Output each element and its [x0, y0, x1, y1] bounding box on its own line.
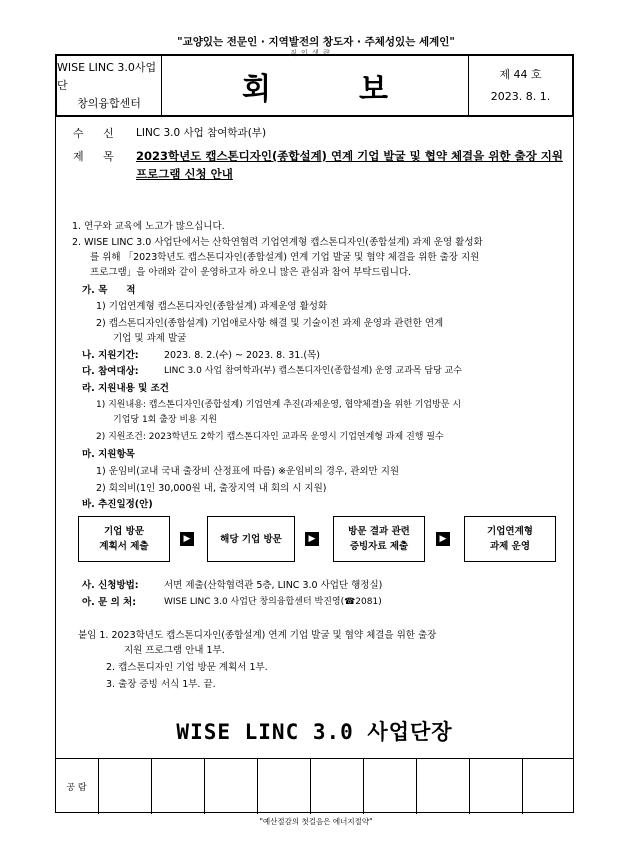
- subject-value: 2023학년도 캡스톤디자인(종합설계) 연계 기업 발굴 및 협약 체결을 위한 출장 지원 프로그램 신청 안내: [136, 149, 563, 181]
- attachment-3: 3. 출장 증빙 서식 1부. 끝.: [106, 679, 216, 690]
- approval-table: [55, 758, 574, 814]
- section-ra-item1-line2: 기업당 1회 출장 비용 지원: [113, 415, 218, 425]
- recipient-label: 수 신: [73, 127, 122, 140]
- motto: "교양있는 전문인 · 지역발전의 창도자 · 주체성있는 세계인": [177, 36, 455, 48]
- flow-step-1-line1: 기업 방문: [103, 526, 144, 537]
- section-ma-heading: 마. 지원항목: [82, 449, 135, 460]
- flow-step-2-line1: 해당 기업 방문: [220, 533, 282, 545]
- signature: WISE LINC 3.0 사업단장: [176, 720, 453, 744]
- section-da-heading: 다. 참여대상:: [82, 366, 139, 377]
- section-ga-item2-line2: 기업 및 과제 발굴: [113, 333, 187, 344]
- section-a-value: WISE LINC 3.0 사업단 창의융합센터 박진영(☎2081): [164, 597, 382, 607]
- recipient-value: LINC 3.0 사업 참여학과(부): [136, 127, 267, 139]
- section-da-value: LINC 3.0 사업 참여학과(부) 캡스톤디자인(종합설계) 운영 교과목 담당 교수: [164, 366, 462, 376]
- document-header: [55, 54, 574, 117]
- flow-step-3: [333, 516, 425, 562]
- flow-step-4-line2: 과제 운영: [489, 541, 530, 552]
- paragraph-2-line1: 2. WISE LINC 3.0 사업단에서는 산학연협력 기업연계형 캡스톤디자인(종합설계) 과제 운영 활성화: [72, 237, 483, 248]
- doc-date: 2023. 8. 1.: [490, 89, 551, 103]
- flow-arrow-icon: ▶: [436, 532, 450, 546]
- approval-label: 공 람: [55, 759, 99, 814]
- section-ma-item1: 1) 운임비(교내 국내 출장비 산정표에 따름) ※운임비의 경우, 관외만 지원: [96, 466, 400, 477]
- section-ga-heading: 가. 목 적: [82, 285, 136, 296]
- section-a-heading: 아. 문 의 처:: [82, 597, 137, 608]
- document-title: [162, 56, 468, 115]
- paragraph-2-line3: 프로그램」을 아래와 같이 운영하고자 하오니 많은 관심과 참여 부탁드립니다.: [90, 267, 412, 278]
- approval-cell: [311, 759, 364, 814]
- approval-cell: [99, 759, 152, 814]
- flow-step-4: [464, 516, 556, 562]
- approval-cell: [258, 759, 311, 814]
- footer-slogan: "예산절감의 첫걸음은 에너지절약": [259, 817, 373, 826]
- approval-cell: [152, 759, 205, 814]
- paragraph-2-line2: 를 위해 「2023학년도 캡스톤디자인(종합설계) 연계 기업 발굴 및 협약 체결을 위한 출장 지원: [90, 252, 480, 263]
- seal-omitted-note: 직 인 생 략: [290, 49, 331, 57]
- section-sa-heading: 사. 신청방법:: [82, 580, 139, 591]
- attachment-2: 2. 캡스톤디자인 기업 방문 계획서 1부.: [106, 662, 268, 673]
- section-ma-item2: 2) 회의비(1인 30,000원 내, 출장지역 내 회의 시 지원): [96, 483, 327, 494]
- flow-arrow-icon: ▶: [180, 532, 194, 546]
- title-char-2: 보: [359, 71, 388, 107]
- flow-step-1-line2: 계획서 제출: [99, 541, 149, 552]
- flow-arrow-icon: ▶: [305, 532, 319, 546]
- approval-cell: [417, 759, 470, 814]
- issuing-org: [57, 56, 162, 115]
- section-na-heading: 나. 지원기간:: [82, 350, 139, 361]
- flow-step-3-line1: 방문 결과 관련: [348, 526, 410, 537]
- section-ra-item1-line1: 1) 지원내용: 캡스톤디자인(종합설계) 기업연계 추진(과제운영, 협약체결)을 위한 기업방문 시: [96, 400, 462, 410]
- section-ra-item2: 2) 지원조건: 2023학년도 2학기 캡스톤디자인 교과목 운영시 기업연계형 과제 진행 필수: [96, 432, 444, 442]
- title-char-1: 회: [242, 71, 271, 107]
- flow-step-2: [207, 516, 295, 562]
- doc-number: 제 44 호: [499, 67, 542, 81]
- approval-cell: [470, 759, 523, 814]
- paragraph-1: 1. 연구와 교육에 노고가 많으십니다.: [72, 221, 225, 232]
- flow-step-1: [78, 516, 170, 562]
- doc-meta: [468, 56, 572, 115]
- subject-label: 제 목: [73, 150, 122, 163]
- section-ba-heading: 바. 추진일정(안): [82, 499, 153, 510]
- attachment-1-line1: 붙임 1. 2023학년도 캡스톤디자인(종합설계) 연계 기업 발굴 및 협약 체결을 위한 출장: [78, 630, 437, 641]
- flow-step-3-line2: 증빙자료 제출: [349, 541, 409, 552]
- section-sa-value: 서면 제출(산학협력관 5층, LINC 3.0 사업단 행정실): [164, 580, 383, 591]
- approval-cell: [523, 759, 574, 814]
- flow-step-4-line1: 기업연계형: [487, 526, 533, 537]
- section-ga-item1: 1) 기업연계형 캡스톤디자인(종합설계) 과제운영 활성화: [96, 301, 328, 312]
- org-name: WISE LINC 3.0사업단: [57, 60, 157, 92]
- section-ra-heading: 라. 지원내용 및 조건: [82, 383, 169, 394]
- attachment-1-line2: 지원 프로그램 안내 1부.: [124, 645, 225, 656]
- section-na-value: 2023. 8. 2.(수) ~ 2023. 8. 31.(목): [164, 350, 320, 361]
- section-ga-item2-line1: 2) 캡스톤디자인(종합설계) 기업애로사항 해결 및 기술이전 과제 운영과 관련한 연계: [96, 318, 444, 329]
- org-center: 창의융합센터: [77, 96, 141, 110]
- approval-cell: [364, 759, 417, 814]
- approval-cell: [205, 759, 258, 814]
